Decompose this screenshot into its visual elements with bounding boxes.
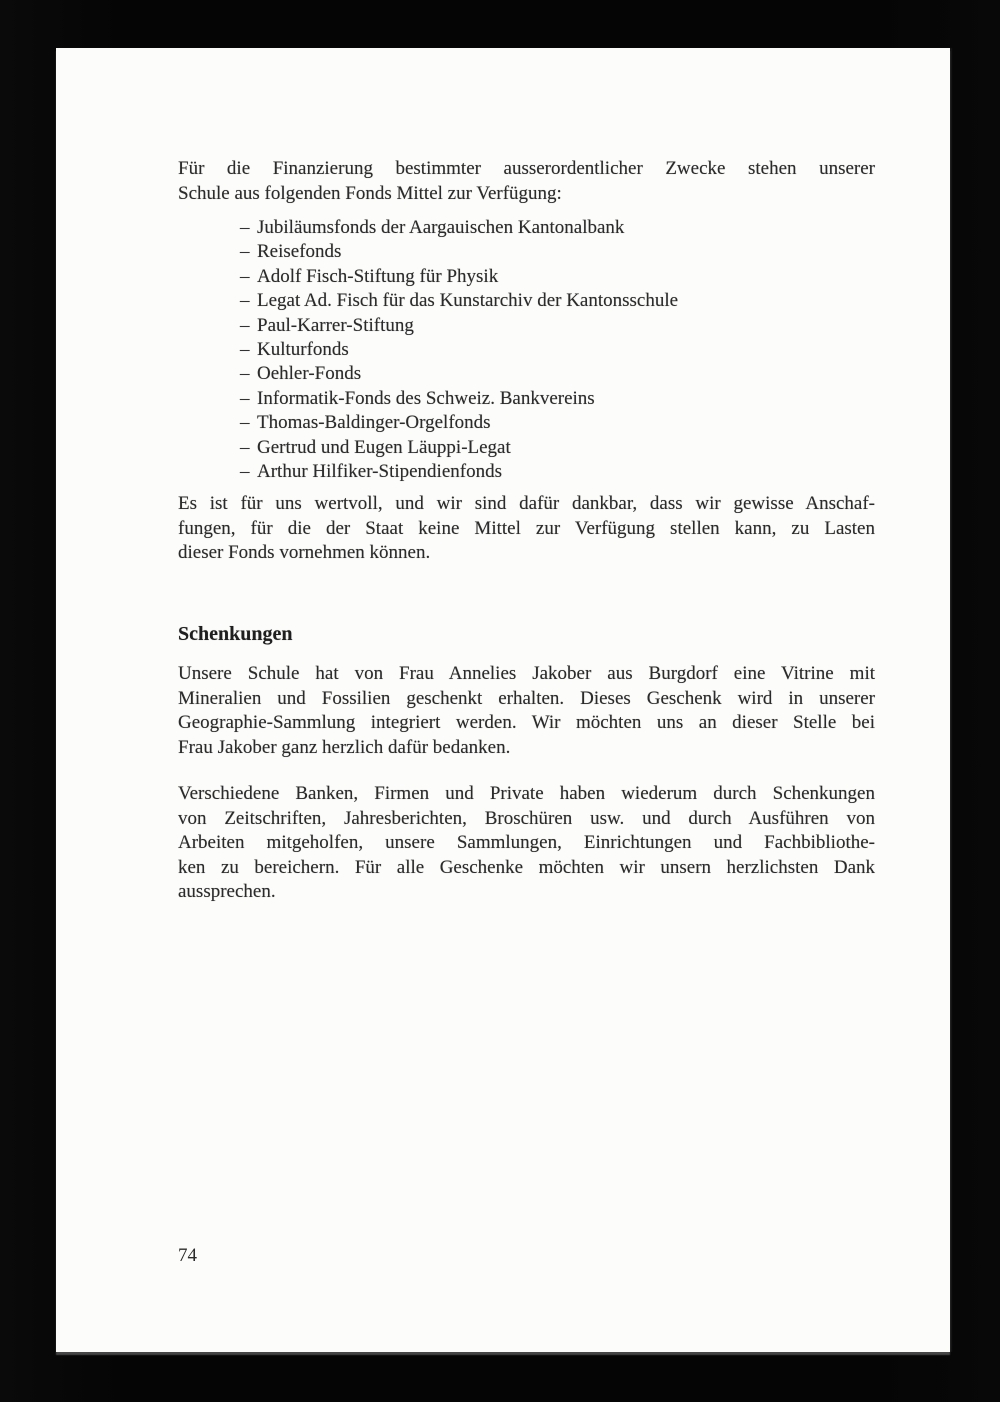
donations-line-2: von Zeitschriften, Jahresberichten, Broschüren usw. und durch Ausführen von [178,807,875,829]
list-item-label: Thomas-Baldinger-Orgelfonds [257,412,491,434]
paragraph-intro [178,157,875,206]
intro-line-2: Schule aus folgenden Fonds Mittel zur Verfügung: [178,182,562,204]
gratitude-line-1: Es ist für uns wertvoll, und wir sind dafür dankbar, dass wir gewisse Anschaf- [178,493,875,514]
list-item [178,314,875,338]
list-item-label: Kulturfonds [257,339,349,361]
list-item-label: Oehler-Fonds [257,363,362,385]
gratitude-line-2: fungen, für die der Staat keine Mittel zur Verfügung stellen kann, zu Lasten [178,517,875,539]
dash-marker: – [240,217,250,238]
document-page [56,48,950,1352]
dash-marker: – [240,290,250,312]
section-heading-schenkungen: Schenkungen [178,623,293,645]
dash-marker: – [240,265,250,287]
donations-line-4: ken zu bereichern. Für alle Geschenke möchten wir unsern herzlichsten Dank [178,856,875,878]
vitrine-line-1: Unsere Schule hat von Frau Annelies Jakober aus Burgdorf eine Vitrine mit [178,663,875,684]
list-item [178,216,875,240]
donations-line-1: Verschiedene Banken, Firmen und Private haben wiederum durch Schenkungen [178,783,875,804]
donations-line-3: Arbeiten mitgeholfen, unsere Sammlungen, Einrichtungen und Fachbibliothe- [178,832,875,853]
list-item-label: Arthur Hilfiker-Stipendienfonds [257,461,502,483]
dash-marker: – [240,436,250,458]
list-item [178,460,875,484]
dash-marker: – [240,314,250,336]
fonds-list [178,216,875,484]
paragraph-vitrine [178,662,875,760]
list-item [178,289,875,313]
vitrine-line-4: Frau Jakober ganz herzlich dafür bedanken. [178,736,511,758]
list-item-label: Informatik-Fonds des Schweiz. Bankvereins [257,387,595,409]
list-item [178,387,875,411]
list-item-label: Reisefonds [257,241,342,263]
page-number: 74 [178,1245,197,1266]
list-item-label: Paul-Karrer-Stiftung [257,314,414,336]
list-item [178,362,875,386]
dash-marker: – [240,363,250,385]
list-item-label: Adolf Fisch-Stiftung für Physik [257,265,499,287]
donations-line-5: aussprechen. [178,881,276,902]
dash-marker: – [240,461,250,483]
list-item [178,338,875,362]
dash-marker: – [240,412,250,434]
list-item-label: Jubiläumsfonds der Aargauischen Kantonalbank [257,217,625,238]
dash-marker: – [240,241,250,263]
dash-marker: – [240,339,250,361]
list-item-label: Gertrud und Eugen Läuppi-Legat [257,436,511,458]
list-item [178,436,875,460]
dash-marker: – [240,387,250,409]
list-item [178,240,875,264]
list-item [178,411,875,435]
vitrine-line-3: Geographie-Sammlung integriert werden. Wir möchten uns an dieser Stelle bei [178,712,875,733]
vitrine-line-2: Mineralien und Fossilien geschenkt erhalten. Dieses Geschenk wird in unserer [178,687,875,709]
list-item [178,265,875,289]
list-item-label: Legat Ad. Fisch für das Kunstarchiv der Kantonsschule [257,290,679,312]
paragraph-donations [178,782,875,905]
intro-line-1: Für die Finanzierung bestimmter ausserordentlicher Zwecke stehen unserer [178,158,875,179]
paragraph-gratitude [178,492,875,566]
gratitude-line-3: dieser Fonds vornehmen können. [178,542,431,563]
